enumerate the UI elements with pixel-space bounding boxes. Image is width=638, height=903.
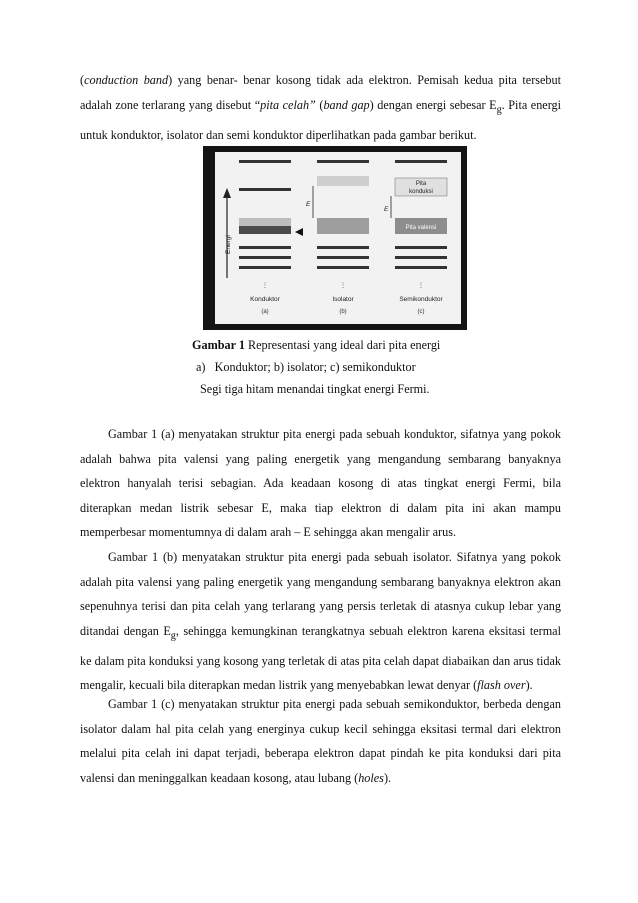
gap-label-b: E xyxy=(306,201,311,208)
energy-axis-label: Energi xyxy=(225,235,232,254)
band-diagram xyxy=(203,146,467,330)
paragraph-semikonduktor: Gambar 1 (c) menyatakan struktur pita energi pada sebuah semikonduktor, berbeda dengan isolator dalam hal pita celah yang energinya cukup kecil sehingga eksitasi termal dari elektron melalui pita celah ini dapat terjadi, beberapa elektron dapat pindah ke pita konduksi dari pita valensi dan meninggalkan keadaan kosong, atau lubang (holes). xyxy=(80,697,561,785)
conduction-band-label-1: Pita xyxy=(415,181,427,187)
panel-c-label: Semikonduktor xyxy=(399,296,443,303)
valence-band-label: Pita valensi xyxy=(405,225,437,231)
panel-a-label: Konduktor xyxy=(250,296,280,303)
figure-caption-line-3: Segi tiga hitam menandai tingkat energi Fermi. xyxy=(200,382,430,396)
paragraph-isolator: Gambar 1 (b) menyatakan struktur pita energi pada sebuah isolator. Sifatnya yang pokok adalah pita valensi yang paling energetik yang mengandung sembarang banyaknya elektron akan sepenuhnya terisi dan pita celah yang terlarang yang persis terletak di atasnya cukup lebar yang ditandai dengan $E_g$, sehingga kemungkinan terangkatnya sebuah elektron karena eksitasi termal ke dalam pita konduksi yang kosong yang terletak di atas pita celah dapat diabaikan dan arus tidak mengalir, kecuali bila diterapkan medan listrik yang menyebabkan lewat denyar (flash over). xyxy=(80,550,561,693)
svg-text:⋮: ⋮ xyxy=(418,283,424,289)
term-band-gap: band gap xyxy=(323,97,370,112)
figure-number: Gambar 1 xyxy=(192,338,245,352)
panel-c-letter: (c) xyxy=(417,309,425,315)
term-holes: holes xyxy=(358,770,384,785)
gap-label-c: E xyxy=(384,206,389,213)
term-flash-over: flash over xyxy=(477,678,526,693)
figure-caption-line-1: Gambar 1 Representasi yang ideal dari pita energi xyxy=(192,338,441,352)
term-conduction-band: conduction band xyxy=(84,73,169,87)
svg-text:⋮: ⋮ xyxy=(262,283,268,289)
panel-b-letter: (b) xyxy=(339,309,347,315)
svg-text:⋮: ⋮ xyxy=(340,283,346,289)
intro-paragraph: (conduction band) yang benar- benar kosong tidak ada elektron. Pemisah kedua pita tersebut adalah zone terlarang yang disebut “pita celah” (band gap) dengan energi sebesar $E_g$. Pita energi untuk konduktor, isolator dan semi konduktor diperlihatkan pada gambar berikut. xyxy=(80,73,562,142)
paragraph-konduktor: Gambar 1 (a) menyatakan struktur pita energi pada sebuah konduktor, sifatnya yang pokok adalah bahwa pita valensi yang paling energetik yang mengandung sembarang banyaknya elektron hanyalah terisi sebagian. Ada keadaan kosong di atas tingkat energi Fermi, bila diterapkan medan listrik sebesar E, maka tiap elektron di dalam pita ini akan mampu memperbesar momentumnya di dalam arah – E sehingga akan mengalir arus. xyxy=(80,427,561,540)
band-diagram-figure xyxy=(203,146,467,330)
panel-b-label: Isolator xyxy=(332,296,354,303)
conduction-band-label-2: konduksi xyxy=(409,189,433,195)
panel-a-letter: (a) xyxy=(261,309,269,315)
figure-caption-line-2: a) Konduktor; b) isolator; c) semikonduktor xyxy=(196,360,416,374)
